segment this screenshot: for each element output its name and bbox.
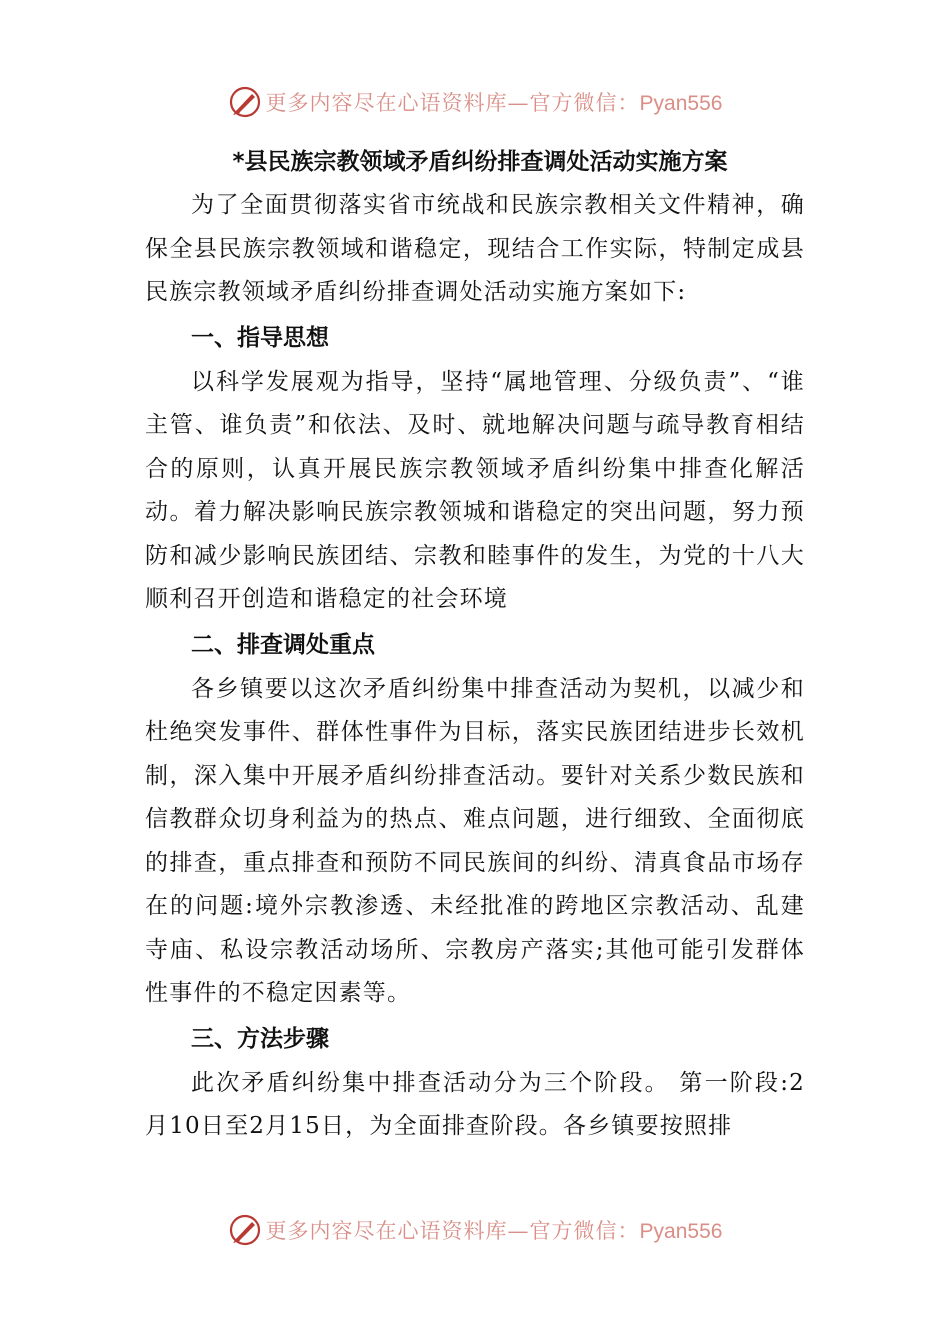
section-heading-guiding-ideology: 一、指导思想 — [191, 324, 329, 351]
pen-logo-icon — [228, 1213, 262, 1247]
section-body-method-steps: 此次矛盾纠纷集中排查活动分为三个阶段。 第一阶段:2月10日至2月15日，为全面排查阶段。各乡镇要按照排 — [145, 1069, 805, 1139]
watermark-banner-bottom — [0, 1210, 950, 1250]
watermark-banner-top — [0, 82, 950, 122]
document-body — [145, 140, 805, 1149]
section-body-key-points: 各乡镇要以这次矛盾纠纷集中排查活动为契机，以减少和杜绝突发事件、群体性事件为目标，落实民族团结进步长效机制，深入集中开展矛盾纠纷排查活动。要针对关系少数民族和信教群众切身利益为的热点、难点问题，进行细致、全面彻底的排查，重点排查和预防不同民族间的纠纷、清真食品市场存在的问题:境外宗教渗透、未经批准的跨地区宗教活动、乱建寺庙、私设宗教活动场所、宗教房产落实;其他可能引发群体性事件的不稳定因素等。 — [145, 675, 805, 1006]
watermark-text: 更多内容尽在心语资料库—官方微信：Pyan556 — [265, 1219, 723, 1243]
section-heading-key-points: 二、排查调处重点 — [191, 631, 375, 658]
watermark-text: 更多内容尽在心语资料库—官方微信：Pyan556 — [265, 91, 723, 115]
pen-logo-icon — [228, 85, 262, 119]
section-heading-method-steps: 三、方法步骤 — [191, 1025, 329, 1052]
intro-paragraph: 为了全面贯彻落实省市统战和民族宗教相关文件精神，确保全县民族宗教领域和谐稳定，现结合工作实际，特制定成县民族宗教领域矛盾纠纷排查调处活动实施方案如下: — [145, 192, 805, 305]
document-title: *县民族宗教领域矛盾纠纷排查调处活动实施方案 — [232, 149, 728, 175]
section-body-guiding-ideology: 以科学发展观为指导，坚持“属地管理、分级负责”、“谁主管、谁负责”和依法、及时、就地解决问题与疏导教育相结合的原则，认真开展民族宗教领域矛盾纠纷集中排查化解活动。着力解决影响民族宗教领城和谐稳定的突出问题，努力预防和减少影响民族团结、宗教和睦事件的发生，为党的十八大顺利召开创造和谐稳定的社会环境 — [145, 368, 805, 612]
